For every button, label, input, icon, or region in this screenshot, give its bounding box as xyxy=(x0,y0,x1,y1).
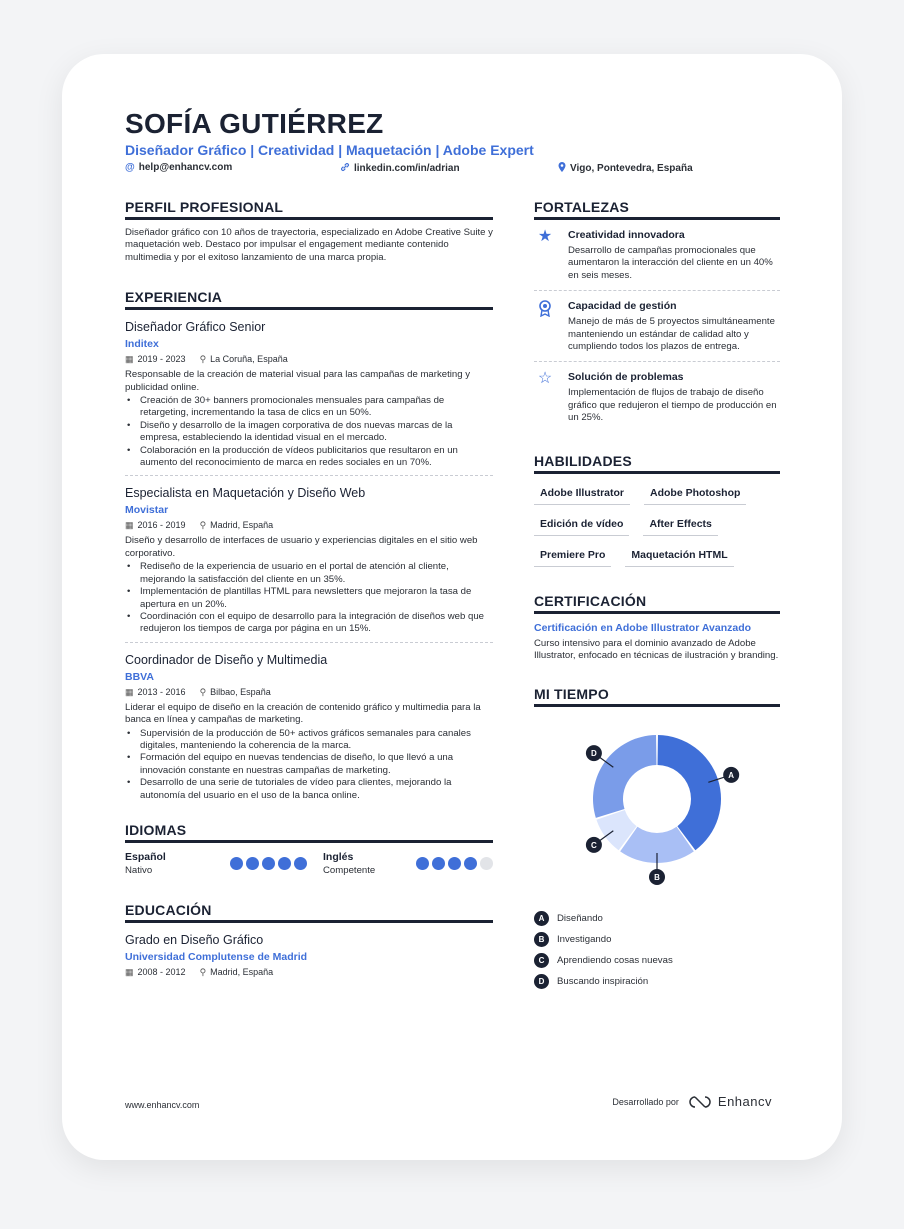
section-title-time: MI TIEMPO xyxy=(534,686,780,707)
job-dates: 2013 - 2016 xyxy=(137,686,186,697)
company-name: Movistar xyxy=(125,504,169,517)
education-dates: 2008 - 2012 xyxy=(137,966,186,977)
certification-name: Certificación en Adobe Illustrator Avanzado xyxy=(534,621,752,634)
chart-legend xyxy=(534,908,780,992)
legend-badge: A xyxy=(534,911,549,926)
skills-section xyxy=(534,453,780,571)
job-achievements xyxy=(125,728,493,802)
job-description: Diseño y desarrollo de interfaces de usuario y experiencias digitales en el sitio web corporativo. xyxy=(125,535,478,559)
section-title-languages: IDIOMAS xyxy=(125,822,493,843)
strength-title: Capacidad de gestión xyxy=(568,300,677,313)
job-divider xyxy=(125,642,493,643)
skill-tag: Edición de vídeo xyxy=(534,509,629,536)
star-outline-icon: ☆ xyxy=(537,370,553,388)
profile-section xyxy=(125,199,493,264)
job-title: Diseñador Gráfico Senior xyxy=(125,320,266,335)
contact-linkedin[interactable] xyxy=(340,162,460,175)
rating-dot-filled xyxy=(230,857,243,870)
location-text: Vigo, Pontevedra, España xyxy=(570,163,693,174)
experience-section xyxy=(125,289,493,802)
slice-label-text: C xyxy=(591,841,597,851)
slice-label-text: A xyxy=(728,771,735,781)
language-item xyxy=(125,851,323,876)
map-pin-icon: ⚲ xyxy=(199,354,207,365)
legend-badge: D xyxy=(534,974,549,989)
job-dates: 2019 - 2023 xyxy=(137,354,186,365)
powered-by-text: Desarrollado por xyxy=(612,1096,679,1107)
company-name: BBVA xyxy=(125,670,154,683)
achievement-item: • Rediseño de la experiencia de usuario en el portal de atención al cliente, mejorando la satisfacción del cliente en un 35%. xyxy=(125,561,493,586)
strength-text: Implementación de flujos de trabajo de diseño gráfico que redujeron el tiempo de producción en un 25%. xyxy=(568,387,777,424)
language-name: Español xyxy=(125,850,166,863)
footer-brand[interactable] xyxy=(612,1094,772,1109)
jobs-list xyxy=(125,320,493,802)
resume-card xyxy=(62,54,842,1160)
legend-badge: C xyxy=(534,953,549,968)
rating-dot-filled xyxy=(416,857,429,870)
job-description: Responsable de la creación de material visual para las campañas de marketing y publicidad online. xyxy=(125,369,471,393)
skill-tag: Premiere Pro xyxy=(534,540,611,567)
strength-text: Manejo de más de 5 proyectos simultáneamente manteniendo un estándar de calidad alto y cumpliendo todos los plazos de entrega. xyxy=(568,316,775,353)
language-level: Nativo xyxy=(125,864,153,876)
legend-label: Buscando inspiración xyxy=(557,976,649,988)
skill-tag: Adobe Photoshop xyxy=(644,478,746,505)
strength-title: Creatividad innovadora xyxy=(568,229,685,241)
job-achievements xyxy=(125,561,493,635)
footer-website[interactable]: www.enhancv.com xyxy=(125,1100,200,1110)
award-icon xyxy=(534,300,556,353)
map-pin-icon: ⚲ xyxy=(199,966,207,977)
certification-section xyxy=(534,593,780,663)
certification-text: Curso intensivo para el dominio avanzado de Adobe Illustrator, enfocado en técnicas de ilustración y branding. xyxy=(534,637,779,662)
job-meta xyxy=(125,687,493,698)
languages-section xyxy=(125,822,493,876)
time-section xyxy=(534,686,780,992)
map-pin-icon xyxy=(558,162,566,175)
strength-item xyxy=(534,220,780,291)
right-column xyxy=(534,199,780,992)
job-location: Bilbao, España xyxy=(210,686,271,697)
language-rating xyxy=(230,857,307,870)
calendar-icon: ▦ xyxy=(125,354,134,365)
enhancv-logo-icon xyxy=(687,1095,713,1109)
job-title: Coordinador de Diseño y Multimedia xyxy=(125,652,328,667)
map-pin-icon: ⚲ xyxy=(199,520,207,531)
language-rating xyxy=(416,857,493,870)
languages-row xyxy=(125,851,493,876)
candidate-name: SOFÍA GUTIÉRREZ xyxy=(125,108,384,139)
calendar-icon: ▦ xyxy=(125,520,134,531)
language-name: Inglés xyxy=(323,850,354,863)
job-meta xyxy=(125,354,493,365)
skill-tag: After Effects xyxy=(643,509,717,536)
section-title-skills: HABILIDADES xyxy=(534,453,780,474)
achievement-item: • Diseño y desarrollo de la imagen corporativa de dos nuevas marcas de la empresa, estableciendo la identidad visual en el mercado. xyxy=(125,420,493,445)
education-location: Madrid, España xyxy=(210,966,274,977)
calendar-icon: ▦ xyxy=(125,686,134,697)
job-entry xyxy=(125,653,493,802)
legend-label: Aprendiendo cosas nuevas xyxy=(557,955,673,967)
profile-text: Diseñador gráfico con 10 años de trayectoria, especializado en Adobe Creative Suite y maquetación web. Destaco por impulsar el engagement mediante contenido multimedia y por el exitoso lanzamiento de una marca propia. xyxy=(125,227,493,263)
legend-label: Diseñando xyxy=(557,913,603,925)
achievement-item: • Coordinación con el equipo de desarrollo para la integración de diseños web que redujeron los tiempos de carga por página en un 15%. xyxy=(125,611,493,636)
time-donut-chart xyxy=(534,707,780,903)
job-divider xyxy=(125,475,493,476)
brand xyxy=(687,1094,772,1109)
school-name: Universidad Complutense de Madrid xyxy=(125,950,308,963)
skill-tag: Maquetación HTML xyxy=(625,540,733,567)
rating-dot-filled xyxy=(448,857,461,870)
achievement-item: • Creación de 30+ banners promocionales mensuales para campañas de retargeting, incrementando la tasa de clics en un 50%. xyxy=(125,395,493,420)
section-title-certification: CERTIFICACIÓN xyxy=(534,593,780,614)
calendar-icon: ▦ xyxy=(125,966,134,977)
education-section xyxy=(125,902,493,978)
left-column xyxy=(125,199,493,978)
slice-label-text: B xyxy=(654,873,660,883)
contact-location xyxy=(558,162,693,175)
strengths-list xyxy=(534,220,780,433)
skills-list xyxy=(534,478,780,571)
tagline: Diseñador Gráfico | Creatividad | Maquetación | Adobe Expert xyxy=(125,142,534,158)
achievement-item: • Implementación de plantillas HTML para newsletters que mejoraron la tasa de apertura en un 20%. xyxy=(125,586,493,611)
slice-label-text: D xyxy=(591,749,597,759)
rating-dot-empty xyxy=(480,857,493,870)
achievement-item: • Desarrollo de una serie de tutoriales de vídeo para clientes, mejorando la autonomía del usuario en el uso de la banca online. xyxy=(125,777,493,802)
section-title-experience: EXPERIENCIA xyxy=(125,289,493,310)
section-title-education: EDUCACIÓN xyxy=(125,902,493,923)
achievement-item: • Colaboración en la producción de vídeos publicitarios que resultaron en un aumento del reconocimiento de marca en redes sociales en un 70%. xyxy=(125,445,493,470)
strength-text: Desarrollo de campañas promocionales que aumentaron la interacción del cliente en un 40% en seis meses. xyxy=(568,245,773,281)
star-filled-icon: ★ xyxy=(537,228,553,245)
job-meta xyxy=(125,520,493,531)
strength-title: Solución de problemas xyxy=(568,371,684,384)
at-icon: @ xyxy=(125,162,135,173)
donut-slice-d xyxy=(593,735,656,818)
legend-item xyxy=(534,929,780,950)
link-icon xyxy=(340,162,350,175)
section-title-strengths: FORTALEZAS xyxy=(534,199,780,220)
achievement-item: • Supervisión de la producción de 50+ activos gráficos semanales para canales digitales, manteniendo la coherencia de la marca. xyxy=(125,728,493,753)
skill-tag: Adobe Illustrator xyxy=(534,478,630,505)
job-dates: 2016 - 2019 xyxy=(137,520,186,531)
achievement-item: • Formación del equipo en nuevas tendencias de diseño, lo que llevó a una innovación constante en nuestras campañas de marketing. xyxy=(125,752,493,777)
language-item xyxy=(323,851,493,876)
strengths-section xyxy=(534,199,780,433)
rating-dot-filled xyxy=(464,857,477,870)
education-meta xyxy=(125,967,493,978)
company-name: Inditex xyxy=(125,338,159,351)
contact-email[interactable] xyxy=(125,162,232,173)
rating-dot-filled xyxy=(278,857,291,870)
strength-item xyxy=(534,362,780,432)
strength-item xyxy=(534,291,780,362)
legend-item xyxy=(534,908,780,929)
legend-item xyxy=(534,971,780,992)
job-achievements xyxy=(125,395,493,469)
legend-label: Investigando xyxy=(557,934,612,946)
map-pin-icon: ⚲ xyxy=(199,686,207,697)
job-description: Liderar el equipo de diseño en la creación de contenido gráfico y multimedia para la banca en línea y campañas de marketing. xyxy=(125,701,481,726)
linkedin-text: linkedin.com/in/adrian xyxy=(354,163,460,174)
legend-badge: B xyxy=(534,932,549,947)
rating-dot-filled xyxy=(432,857,445,870)
job-location: Madrid, España xyxy=(210,520,274,531)
rating-dot-filled xyxy=(246,857,259,870)
legend-item xyxy=(534,950,780,971)
email-text: help@enhancv.com xyxy=(138,162,233,173)
job-entry xyxy=(125,486,493,642)
job-entry xyxy=(125,320,493,476)
job-title: Especialista en Maquetación y Diseño Web xyxy=(125,486,366,501)
job-location: La Coruña, España xyxy=(210,354,288,365)
section-title-profile: PERFIL PROFESIONAL xyxy=(125,199,493,220)
language-level: Competente xyxy=(323,864,376,876)
rating-dot-filled xyxy=(262,857,275,870)
brand-name: Enhancv xyxy=(717,1094,772,1109)
rating-dot-filled xyxy=(294,857,307,870)
degree-title: Grado en Diseño Gráfico xyxy=(125,932,264,947)
